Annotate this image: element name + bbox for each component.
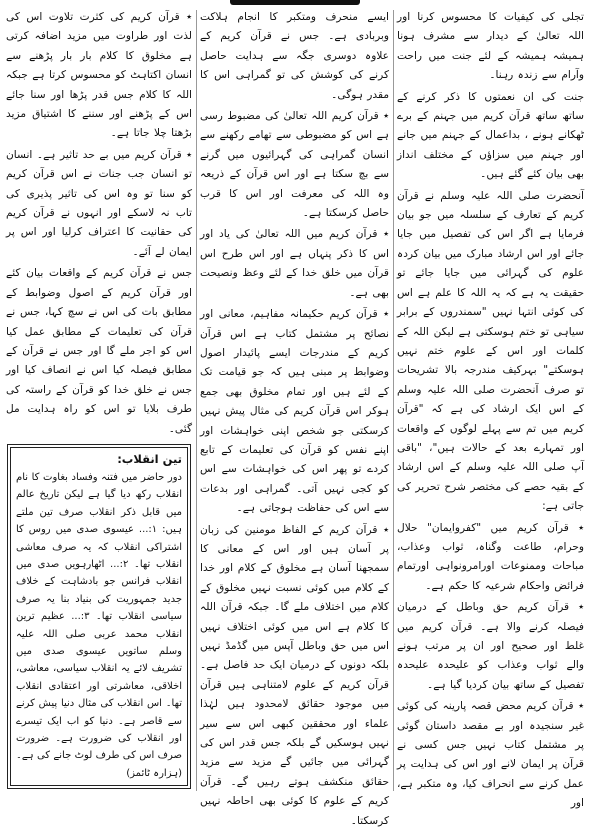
paragraph: ٭ قرآن کریم میں "کفروایمان" حلال وحرام، طاعت وگناہ، ثواب وعذاب، مباحات وممنوعات اورامرونواہی اورتمام فرائض واحکام شرعیہ کا حکم ہے۔ [397,521,584,592]
paragraph: ٭ قرآن کریم کے الفاظ مومنین کی زبان پر آسان ہیں اور اس کے معانی کا سمجھنا آسان ہے مخلوق کے کلام اور خدا کے کلام میں کوئی نسبت نہیں مخلوق کے کلام میں اختلاف ملے گا۔ جبکہ قرآن اللہ کا کلام ہے اس میں کوئی اختلاف نہیں اس میں حق وباطل آپس میں گڈمڈ نہیں بلکہ دونوں کے درمیان ایک حد فاصل ہے۔ قرآن کریم کے علوم لامتناہی ہیں قرآن میں موجود حقائق لامحدود ہیں لہٰذا علماء اور محققین کبھی اس سے سیر نہیں ہوسکیں گے بلکہ جس قدر اس کی گہرائی میں جائیں گے مزید سے مزید حقائق منکشف ہوتے رہیں گے۔ قرآن کریم کے علوم کا کوئی بھی احاطہ نہیں کرسکتا۔ [200,523,389,827]
paragraph: آنحضرت صلی اللہ علیہ وسلم نے قرآن کریم کے تعارف کے سلسلہ میں جو بیان فرمایا ہے اگر اس کی تفصیل میں جایا جائے اور اس ارشاد مبارک میں بیان کردہ علوم کی گہرائی میں جایا جائے تو حقیقت یہ ہے کہ یہ اللہ کا علم ہے اس کی کوئی انتہا نہیں "سمندروں کے برابر سیاہی تو ختم ہوسکتی ہے لیکن اللہ کے کلمات اور اس کے علوم ختم نہیں ہوسکتے" بہرکیف مندرجہ بالا تشریحات تو صرف آنحضرت صلی اللہ علیہ وسلم کے اس ایک ارشاد کی ہے کہ "قرآن کریم میں تم سے پہلے لوگوں کے واقعات اور تمہارے بعد کے حالات ہیں"، "باقی آپ صلی اللہ علیہ وسلم کے اس ارشاد کے بقیہ حصے کی مختصر شرح تحریر کی جاتی ہے: [397,189,584,513]
paragraph: ٭ قرآن کریم میں اللہ تعالیٰ کی یاد اور اس کا ذکر پنہاں ہے اور اس طرح اس قرآن میں خلق خدا کے لئے وعظ ونصیحت بھی ہے۔ [200,228,389,299]
box-title: تین انقلاب: [117,451,182,466]
column-middle [200,8,389,827]
box-body: دور حاضر میں فتنہ وفساد بغاوت کا نام انقلاب رکھ دیا گیا ہے لیکن تاریخ عالم میں قابل ذکر انقلاب صرف تین ملتے ہیں: ١:... عیسوی صدی میں روس کا اشتراکی انقلاب کہ یہ صرف معاشی انقلاب تھا۔ ٢:... اٹھارہویں صدی میں انقلاب فرانس جو بادشاہت کے خلاف جدید جمہوریت کی بنیاد بنا یہ صرف سیاسی انقلاب تھا۔ ٣:... عظیم ترین انقلاب محمد عربی صلی اللہ علیہ وسلم ساتویں عیسوی صدی میں تشریف لائے یہ انقلاب سیاسی، معاشی، اخلاقی، معاشرتی اور اعتقادی انقلاب تھا۔ اس انقلاب کی مثال دنیا پیش کرنے سے قاصر ہے۔ دنیا کو اب ایک تیسرے اور انقلاب کی ضرورت ہے۔ ضرورت صرف اس کی طرف لوٹ جانے کی ہے۔ (ہزارہ ٹائمز) [16,471,182,779]
paragraph: تجلی کی کیفیات کا محسوس کرنا اور اللہ تعالیٰ کے دیدار سے مشرف ہونا ہمیشہ ہمیشہ کے لئے جنت میں راحت وآرام سے زندہ رہنا۔ [397,11,584,82]
paragraph: ٭ قرآن کریم حق وباطل کے درمیان فیصلہ کرنے والا ہے۔ قرآن کریم میں غلط اور صحیح اور ان پر مرتب ہونے والے ثواب وعذاب کو علیحدہ علیحدہ تفصیل کے ساتھ بیان کردیا گیا ہے۔ [397,601,584,691]
paragraph: جنت کی ان نعمتوں کا ذکر کرنے کے ساتھ ساتھ قرآن کریم میں جہنم کے برے ٹھکانے ہونے ، بداعمال کے جہنم میں جانے اور جہنم میں سزاؤں کے مختلف انداز بھی بیان کئے گئے ہیں۔ [397,90,584,181]
paragraph: ٭ قرآن کریم حکیمانہ مفاہیم، معانی اور نصائح پر مشتمل کتاب ہے اس قرآن کریم کے مندرجات ایسے پائیدار اصول وضوابط پر مبنی ہیں کہ جو قیامت تک کے لئے ہیں اور تمام مخلوق بھی جمع ہوکر اس قرآن کریم کی مثال پیش نہیں کرسکتی جو شخص اپنی خواہشات اور اپنے نفس کو قرآن کی تعلیمات کے تابع کردے تو پھر اس کی خواہشات سے اس کو کجی نہیں آتی۔ گمراہی اور بدعات سے اس کی حفاظت ہوجاتی ہے۔ [200,308,389,515]
column-divider [393,10,394,791]
sidebar-box-three-revolutions [10,447,188,786]
column-left [6,8,192,793]
top-bar [230,0,360,5]
paragraph: ایسے منحرف ومتکبر کا انجام ہلاکت وبربادی ہے۔ جس نے قرآن کریم کے علاوہ دوسری جگہ سے ہدایت حاصل کرنے کی کوشش کی تو گمراہی اس کا مقدر ہوگی۔ [200,11,389,101]
paragraph: ٭ قرآن کریم محض قصہ پارینہ کی کوئی غیر سنجیدہ اور بے مقصد داستان گوئی پر مشتمل کتاب نہیں جس کسی نے قرآن پر ایمان لانے اور اس کی ہدایت پر عمل کرنے سے انحراف کیا، وہ متکبر ہے، اور [397,700,584,810]
column-right [397,8,584,810]
paragraph: جس نے قرآن کریم کے واقعات بیان کئے اور قرآن کریم کے اصول وضوابط کے مطابق بات کی اس نے سچ کہا، جس نے قرآن کی تعلیمات کے مطابق عمل کیا اس کو اجر ملے گا اور جس نے قرآن کے مطابق فیصلہ کیا اس نے انصاف کیا اور جس نے خلق خدا کو قرآن کے راستہ کی طرف بلایا تو اس کو راہ ہدایت مل گئی۔ [6,267,192,435]
paragraph: ٭ قرآن کریم کی کثرت تلاوت اس کی لذت اور طراوت میں مزید اضافہ کرتی ہے مخلوق کا کلام بار بار پڑھنے سے انسان اکتاہٹ کو محسوس کرتا ہے جبکہ اللہ کا کلام جس قدر پڑھا اور سنا جائے اس کے پڑھنے اور سننے کا اشتیاق مزید بڑھتا چلا جاتا ہے۔ [6,11,192,140]
paragraph: ٭ قرآن کریم اللہ تعالیٰ کی مضبوط رسی ہے اس کو مضبوطی سے تھامے رکھنے سے انسان گمراہی کی گہرائیوں میں گرنے سے بچ سکتا ہے اور اس قرآن کے ذریعہ وہ اللہ کی معرفت اور اس کا قرب حاصل کرسکتا ہے۔ [200,110,389,220]
paragraph: ٭ قرآن کریم میں بے حد تاثیر ہے۔ انسان تو انسان جب جنات نے اس قرآن کریم کو سنا تو وہ اس کی تاثیر پذیری کی تاب نہ لاسکے اور انہوں نے قرآن کریم کی حقانیت کا اعتراف کرلیا اور اس پر ایمان لے آئے۔ [6,148,192,258]
column-divider [196,10,197,791]
